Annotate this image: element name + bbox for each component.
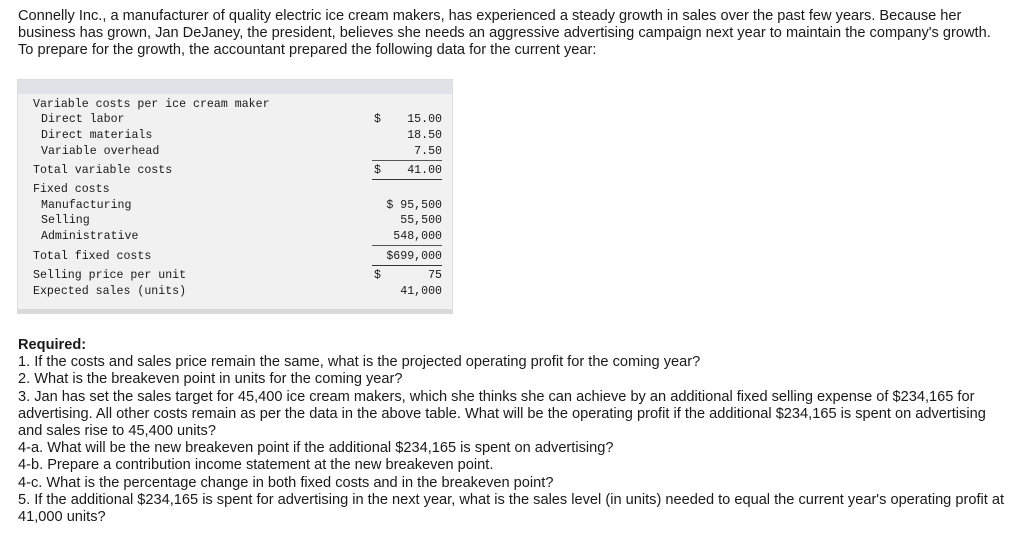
expected-sales-label: Expected sales (units) [33, 285, 187, 298]
fixed-total-underline [372, 265, 442, 266]
question-4b: 4-b. Prepare a contribution income statement at the new breakeven point. [18, 457, 494, 474]
variable-total-underline [372, 179, 442, 180]
total-variable-row [18, 163, 452, 179]
question-4c: 4-c. What is the percentage change in both fixed costs and in the breakeven point? [18, 474, 554, 491]
variable-costs-heading-row [18, 97, 452, 113]
variable-overhead-row [18, 144, 452, 160]
expected-sales-row [18, 284, 452, 300]
total-variable-dollar: $ [374, 164, 381, 177]
manufacturing-label: Manufacturing [41, 199, 132, 212]
question-5: 5. If the additional $234,165 is spent for advertising in the next year, what is the sales level (in units) needed to equal the current year's operating profit at 41,000 units? [18, 491, 1005, 526]
total-fixed-label: Total fixed costs [33, 250, 152, 263]
problem-intro: Connelly Inc., a manufacturer of quality electric ice cream makers, has experienced a steady growth in sales over the past few years. Because her business has grown, Jan DeJaney, the president, believes she needs an aggressive advertising campaign next year to maintain the company's growth. To prepare for the growth, the accountant prepared the following data for the current year: [18, 8, 991, 58]
administrative-row [18, 229, 452, 245]
direct-labor-value: 15.00 [407, 113, 442, 126]
selling-price-value: 75 [428, 269, 442, 282]
manufacturing-value: $ 95,500 [386, 199, 442, 212]
question-1: 1. If the costs and sales price remain the same, what is the projected operating profit for the coming year? [18, 354, 701, 371]
table-footer-band [18, 309, 452, 313]
variable-overhead-value: 7.50 [414, 145, 442, 158]
direct-materials-label: Direct materials [41, 129, 153, 142]
question-3: 3. Jan has set the sales target for 45,400 ice cream makers, which she thinks she can achieve by an additional fixed selling expense of $234,165 for advertising. All other costs remain as per the data in the above table. What will be the operating profit if the additional $234,165 is spent on advertising and sales rise to 45,400 units? [18, 388, 986, 440]
total-variable-value: 41.00 [407, 164, 442, 177]
direct-materials-value: 18.50 [407, 129, 442, 142]
direct-labor-dollar: $ [374, 113, 381, 126]
administrative-label: Administrative [41, 230, 139, 243]
direct-labor-label: Direct labor [41, 113, 125, 126]
manufacturing-row [18, 198, 452, 214]
variable-overhead-label: Variable overhead [41, 145, 160, 158]
selling-value: 55,500 [400, 214, 442, 227]
variable-subtotal-underline [372, 160, 442, 161]
question-4a: 4-a. What will be the new breakeven point if the additional $234,165 is spent on advertising? [18, 440, 614, 457]
fixed-subtotal-underline [372, 245, 442, 246]
question-2: 2. What is the breakeven point in units for the coming year? [18, 371, 403, 388]
required-section [18, 337, 1008, 526]
selling-price-label: Selling price per unit [33, 269, 187, 282]
selling-price-dollar: $ [374, 269, 381, 282]
variable-costs-heading: Variable costs per ice cream maker [33, 98, 270, 111]
administrative-value: 548,000 [393, 230, 442, 243]
table-header-band [18, 80, 452, 94]
cost-data-table [17, 79, 453, 314]
fixed-costs-heading: Fixed costs [33, 183, 110, 196]
direct-materials-row [18, 128, 452, 144]
selling-price-row [18, 268, 452, 284]
total-variable-label: Total variable costs [33, 164, 173, 177]
total-fixed-value: $699,000 [386, 250, 442, 263]
required-title: Required: [18, 337, 87, 353]
direct-labor-row [18, 112, 452, 128]
fixed-costs-heading-row [18, 182, 452, 198]
selling-row [18, 213, 452, 229]
selling-label: Selling [41, 214, 90, 227]
expected-sales-value: 41,000 [400, 285, 442, 298]
total-fixed-row [18, 249, 452, 265]
